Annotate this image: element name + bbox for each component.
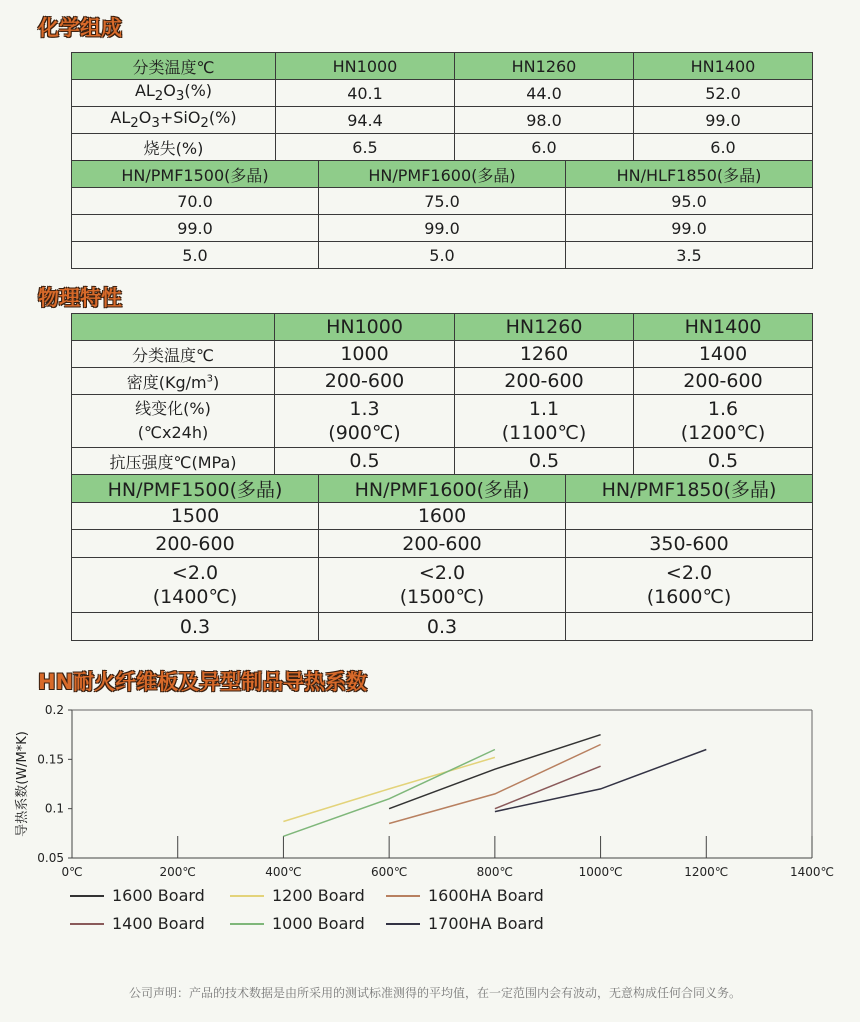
chart-series-group — [283, 735, 706, 837]
table-cell: 95.0 — [566, 188, 813, 215]
x-tick-label: 1200℃ — [684, 865, 729, 879]
chart-legend — [70, 886, 590, 942]
x-tick-label: 1000℃ — [578, 865, 623, 879]
chart-section-title: HN耐火纤维板及异型制品导热系数 — [38, 670, 368, 694]
table-row — [72, 341, 813, 368]
row-label: $AL_2O_3(\%)$ — [72, 80, 276, 107]
row-label: 分类温度℃ — [72, 341, 275, 368]
physical-header-row — [72, 314, 813, 341]
legend-swatch — [386, 895, 420, 897]
table-cell: 1500 — [72, 503, 319, 530]
row-label-line: (℃x24h) — [137, 423, 209, 442]
header-cell: HN/PMF1600(多晶) — [319, 161, 566, 188]
legend-label: 1700HA Board — [428, 914, 544, 933]
table-row — [72, 503, 813, 530]
series-line — [495, 766, 601, 809]
table-row — [72, 368, 813, 395]
table-cell: 200-600 — [72, 530, 319, 558]
legend-label: 1400 Board — [112, 914, 205, 933]
cell-line: (900℃) — [328, 422, 401, 444]
y-axis-label: 导热系数(W/M*K) — [15, 731, 30, 837]
legend-swatch — [386, 923, 420, 925]
table-cell — [566, 613, 813, 641]
header-cell — [72, 314, 275, 341]
x-tick-label: 200℃ — [159, 865, 196, 879]
y-tick-label: 0.05 — [37, 851, 64, 865]
table-cell: 350-600 — [566, 530, 813, 558]
x-tick-label: 0℃ — [61, 865, 83, 879]
table-row — [72, 188, 813, 215]
header-cell: HN1400 — [634, 53, 813, 80]
table-cell: 200-600 — [275, 368, 455, 395]
chemical-header-row — [72, 53, 813, 80]
table-cell: 6.5 — [276, 134, 455, 161]
y-tick-label: 0.15 — [37, 752, 64, 767]
table-cell: 94.4 — [276, 107, 455, 134]
table-row — [72, 107, 813, 134]
table-cell — [455, 395, 634, 448]
legend-item — [386, 886, 544, 905]
chart-labels — [14, 703, 834, 879]
table-cell: 1400 — [634, 341, 813, 368]
table-cell: 5.0 — [319, 242, 566, 269]
table-cell: 75.0 — [319, 188, 566, 215]
row-label: $AL_2O_3+SiO_2(\%)$ — [72, 107, 276, 134]
table-cell: 200-600 — [634, 368, 813, 395]
table-cell: 0.3 — [72, 613, 319, 641]
table-row — [72, 242, 813, 269]
physical-table — [71, 313, 812, 641]
table-cell: 0.5 — [275, 448, 455, 475]
table-row — [72, 80, 813, 107]
header-cell: HN/PMF1500(多晶) — [72, 161, 319, 188]
table-cell: 99.0 — [566, 215, 813, 242]
table-row — [72, 448, 813, 475]
chemical-section-title: 化学组成 — [38, 16, 122, 40]
row-label-line: 线变化(%) — [135, 399, 211, 418]
row-label: 密度$(Kg/m^3)$ — [72, 368, 275, 395]
table-cell: 70.0 — [72, 188, 319, 215]
table-cell: 52.0 — [634, 80, 813, 107]
header-cell: HN/HLF1850(多晶) — [566, 161, 813, 188]
table-row — [72, 613, 813, 641]
legend-swatch — [70, 923, 104, 925]
x-tick-label: 400℃ — [265, 865, 302, 879]
header-cell: HN1000 — [275, 314, 455, 341]
legend-label: 1000 Board — [272, 914, 365, 933]
table-cell: 44.0 — [455, 80, 634, 107]
table-cell: 6.0 — [455, 134, 634, 161]
cell-line: <2.0 — [665, 562, 713, 584]
table-cell: 6.0 — [634, 134, 813, 161]
table-cell: 99.0 — [72, 215, 319, 242]
table-row — [72, 134, 813, 161]
legend-label: 1600 Board — [112, 886, 205, 905]
table-cell: 1600 — [319, 503, 566, 530]
table-cell: 99.0 — [634, 107, 813, 134]
table-cell — [319, 558, 566, 613]
table-cell: 1260 — [455, 341, 634, 368]
physical-header-row-2 — [72, 475, 813, 503]
table-cell: 99.0 — [319, 215, 566, 242]
row-label: 烧失(%) — [72, 134, 276, 161]
header-cell: HN1400 — [634, 314, 813, 341]
chemical-table — [71, 52, 812, 269]
table-cell: 98.0 — [455, 107, 634, 134]
cell-line: (1100℃) — [501, 422, 587, 444]
legend-swatch — [230, 895, 264, 897]
legend-label: 1600HA Board — [428, 886, 544, 905]
header-cell: HN1260 — [455, 314, 634, 341]
table-cell: 0.3 — [319, 613, 566, 641]
y-tick-label: 0.1 — [44, 801, 64, 816]
row-label: 抗压强度℃(MPa) — [72, 448, 275, 475]
table-cell: 5.0 — [72, 242, 319, 269]
x-tick-label: 600℃ — [370, 865, 408, 879]
cell-line: 1.6 — [707, 398, 739, 420]
legend-swatch — [230, 923, 264, 925]
thermal-conductivity-chart — [0, 700, 860, 886]
table-cell — [634, 395, 813, 448]
legend-item — [386, 914, 544, 933]
legend-item — [230, 914, 365, 933]
x-tick-label: 1400℃ — [789, 865, 835, 879]
series-line — [389, 735, 600, 809]
cell-line: <2.0 — [171, 562, 219, 584]
header-cell: 分类温度℃ — [72, 53, 276, 80]
table-row — [72, 395, 813, 448]
row-label — [72, 395, 275, 448]
legend-label: 1200 Board — [272, 886, 365, 905]
header-cell: HN/PMF1500(多晶) — [72, 475, 319, 503]
header-cell: HN/PMF1600(多晶) — [319, 475, 566, 503]
table-row — [72, 530, 813, 558]
table-cell: 40.1 — [276, 80, 455, 107]
x-tick-label: 800℃ — [476, 865, 514, 879]
table-cell: 3.5 — [566, 242, 813, 269]
chart-grid — [68, 710, 812, 858]
table-cell — [275, 395, 455, 448]
cell-line: 1.3 — [349, 398, 380, 420]
company-notice: 公司声明：产品的技术数据是由所采用的测试标准测得的平均值，在一定范围内会有波动，无意构成任何合同义务。 — [128, 986, 741, 1000]
legend-item — [230, 886, 365, 905]
table-cell: 200-600 — [319, 530, 566, 558]
y-tick-label: 0.2 — [44, 703, 64, 717]
header-cell: HN1000 — [276, 53, 455, 80]
series-line — [283, 757, 495, 821]
table-cell: 0.5 — [455, 448, 634, 475]
cell-line: 1.1 — [528, 398, 560, 420]
table-row — [72, 215, 813, 242]
table-cell — [566, 558, 813, 613]
table-cell: 1000 — [275, 341, 455, 368]
header-cell: HN/PMF1850(多晶) — [566, 475, 813, 503]
table-cell: 200-600 — [455, 368, 634, 395]
legend-swatch — [70, 895, 104, 897]
table-cell — [72, 558, 319, 613]
cell-line: (1200℃) — [680, 422, 766, 444]
physical-section-title: 物理特性 — [38, 286, 122, 310]
cell-line: (1500℃) — [399, 586, 485, 608]
legend-item — [70, 886, 205, 905]
cell-line: (1600℃) — [646, 586, 732, 608]
table-cell: 0.5 — [634, 448, 813, 475]
cell-line: (1400℃) — [152, 586, 238, 608]
table-cell — [566, 503, 813, 530]
chemical-header-row-2 — [72, 161, 813, 188]
legend-item — [70, 914, 205, 933]
header-cell: HN1260 — [455, 53, 634, 80]
table-row — [72, 558, 813, 613]
cell-line: <2.0 — [418, 562, 466, 584]
